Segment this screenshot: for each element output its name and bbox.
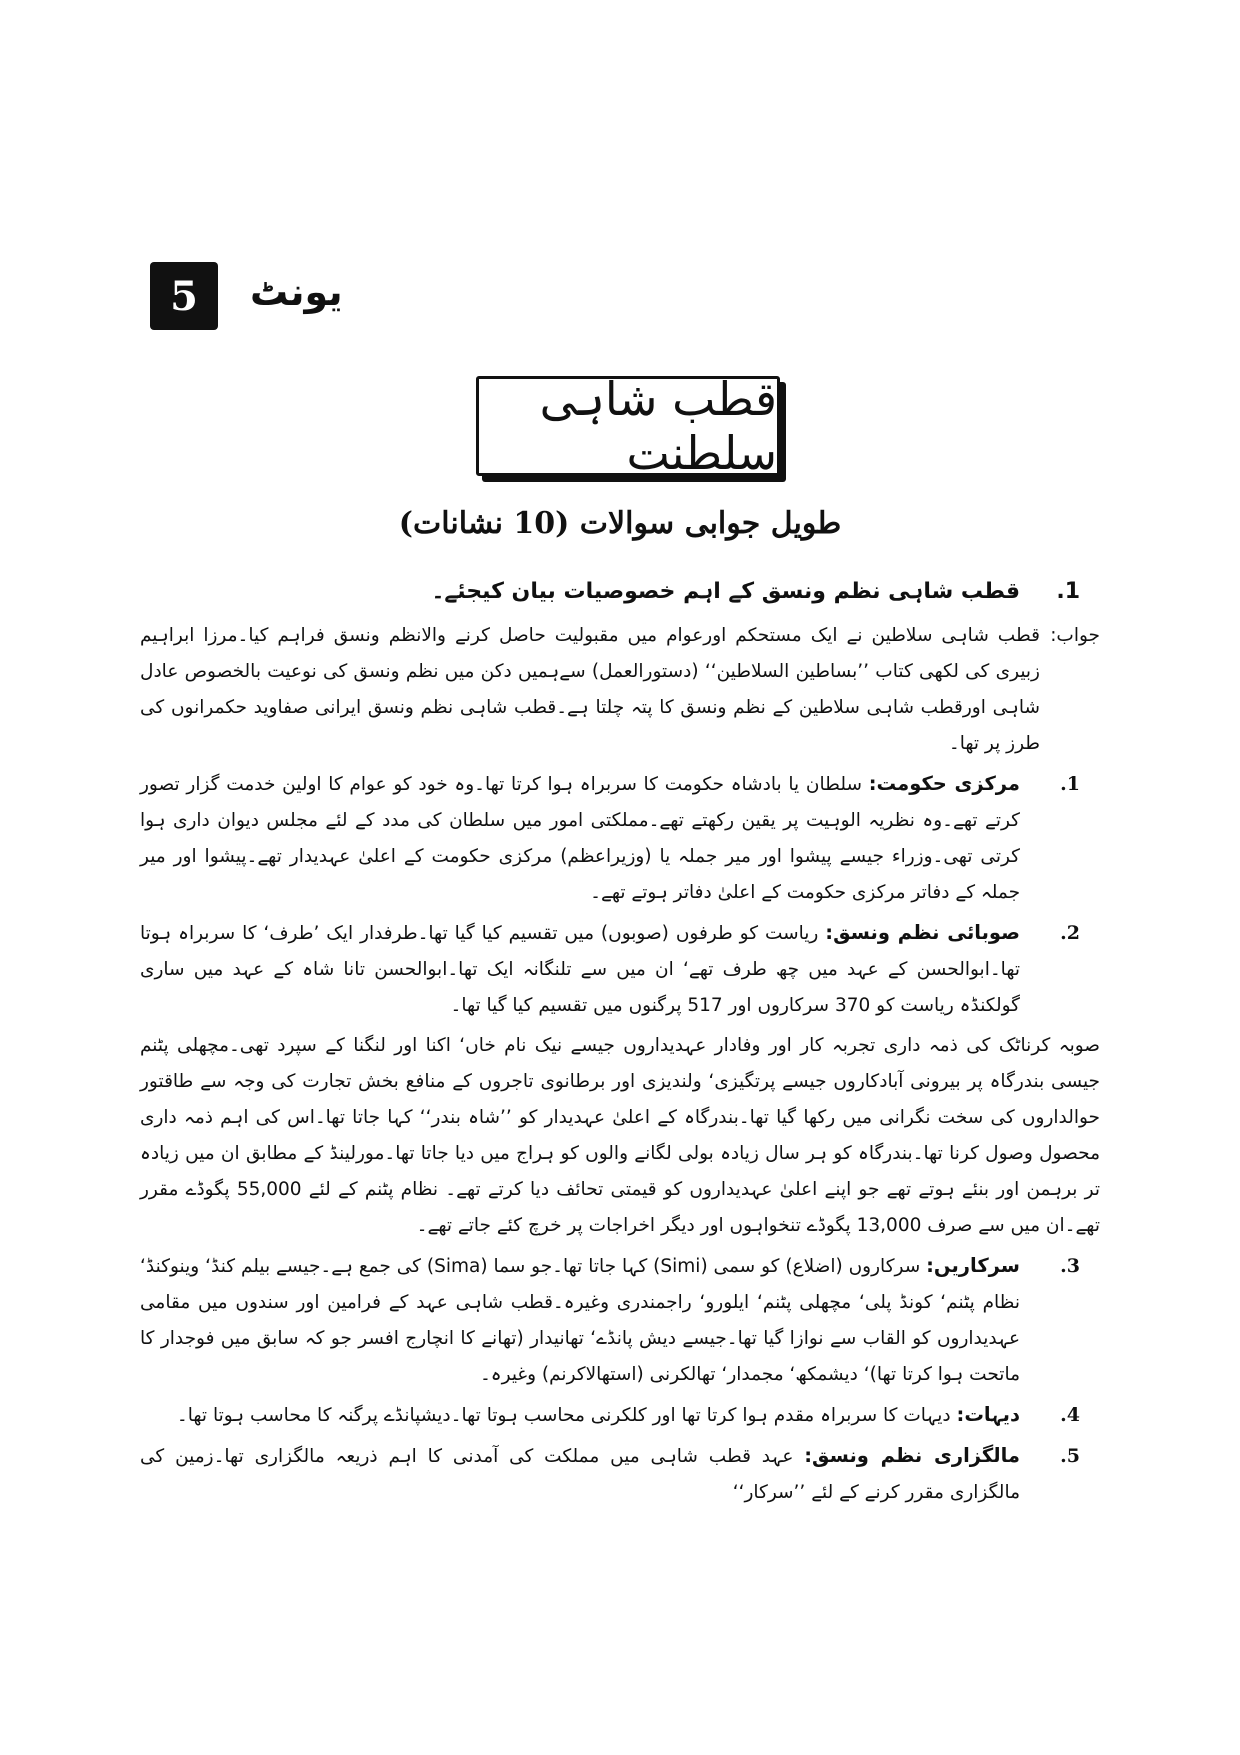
body-paragraph: صوبہ کرناٹک کی ذمہ داری تجربہ کار اور وفادار عہدیداروں جیسے نیک نام خاں‘ اکنا اور لنگنا کے سپرد تھی۔مچھلی پٹنم جیسی بندرگاہ پر بیرونی آبادکاروں جیسے پرتگیزی‘ ولندیزی اور برطانوی تاجروں کے منافع بخش تجارت کی وجہ سے طاقتور حوالداروں کی سخت نگرانی میں رکھا گیا تھا۔بندرگاہ کے اعلیٰ عہدیدار کو ’’شاہ بندر‘‘ کہا جاتا تھا۔اس کی اہم ذمہ داری محصول وصول کرنا تھا۔بندرگاہ کو ہر سال زیادہ بولی لگانے والوں کو ہراج میں دیا جاتا تھا۔مورلینڈ کے مطابق ان میں زیادہ تر برہمن اور بنئے ہوتے تھے جو اپنے اعلیٰ عہدیداروں کو قیمتی تحائف دیا کرتے تھے۔ نظام پٹنم کے لئے 55,000 پگوڈے مقرر تھے۔ان میں سے صرف 13,000 پگوڈے تنخواہوں اور دیگر اخراجات پر خرچ کئے جاتے تھے۔ — [140, 1035, 1101, 1236]
item-text: عہد قطب شاہی میں مملکت کی آمدنی کا اہم ذریعہ مالگزاری تھا۔زمین کی مالگزاری مقرر کرنے کے لئے ’’سرکار‘‘ — [140, 1446, 1020, 1503]
list-item — [140, 915, 1100, 1024]
item-heading: صوبائی نظم ونسق: — [825, 921, 1020, 944]
section-subtitle: طویل جوابی سوالات (10 نشانات) — [398, 506, 842, 541]
item-text: سرکاروں (اضلاع) کو سمی (Simi) کہا جاتا تھا۔جو سما (Sima) کی جمع ہے۔جیسے بیلم کنڈ‘ وینوکنڈ‘ نظام پٹنم‘ کونڈ پلی‘ مچھلی پٹنم‘ ایلورو‘ راجمندری وغیرہ۔قطب شاہی عہد کے فرامین اور سندوں میں مقامی عہدیداروں کو القاب سے نوازا گیا تھا۔جیسے دیش پانڈے‘ تھانیدار (تھانے کا انچارج افسر جو کہ سابق میں فوجدار کا ماتحت ہوا کرتا تھا)‘ دیشمکھ‘ مجمدار‘ تھالکرنی (استھالاکرنم) وغیرہ۔ — [140, 1256, 1020, 1385]
unit-header — [150, 262, 370, 342]
question-number: 1. — [1056, 579, 1080, 604]
answer-label: جواب: — [1050, 625, 1100, 646]
answer-text: قطب شاہی سلاطین نے ایک مستحکم اورعوام میں مقبولیت حاصل کرنے والانظم ونسق فراہم کیا۔مرزا ابراہیم زبیری کی لکھی کتاب ’’بساطین السلاطین‘‘ (دستورالعمل) سےہمیں دکن میں نظم ونسق کی نوعیت بالخصوص عادل شاہی اورقطب شاہی سلاطین کے نظم ونسق کا پتہ چلتا ہے۔قطب شاہی نظم ونسق ایرانی صفاوید حکمرانوں کی طرز پر تھا۔ — [140, 625, 1040, 754]
unit-label: یونٹ — [250, 270, 343, 314]
question — [140, 576, 1100, 608]
item-text: دیہات کا سربراہ مقدم ہوا کرتا تھا اور کلکرنی محاسب ہوتا تھا۔دیشپانڈے پرگنہ کا محاسب ہوتا تھا۔ — [176, 1405, 951, 1426]
item-heading: مالگزاری نظم ونسق: — [804, 1444, 1020, 1467]
answer — [140, 618, 1100, 762]
item-text: ریاست کو طرفوں (صوبوں) میں تقسیم کیا گیا تھا۔طرفدار ایک ’طرف‘ کا سربراہ ہوتا تھا۔ابوالحسن کے عہد میں چھ طرف تھے‘ ان میں سے تلنگانہ ایک تھا۔ابوالحسن تانا شاہ کے عہد میں ساری گولکنڈہ ریاست کو 370 سرکاروں اور 517 پرگنوں میں تقسیم کیا گیا تھا۔ — [140, 923, 1020, 1016]
page-content — [140, 576, 1100, 1515]
item-heading: دیہات: — [956, 1403, 1020, 1426]
list-item — [140, 766, 1100, 911]
question-text: قطب شاہی نظم ونسق کے اہم خصوصیات بیان کیجئے۔ — [431, 579, 1020, 604]
list-item — [140, 1248, 1100, 1393]
item-number: 3. — [1060, 1255, 1080, 1277]
item-heading: مرکزی حکومت: — [868, 772, 1021, 795]
list-item — [140, 1397, 1100, 1434]
item-number: 1. — [1060, 773, 1080, 795]
item-number: 5. — [1060, 1445, 1080, 1467]
list-item — [140, 1438, 1100, 1511]
item-number: 2. — [1060, 922, 1080, 944]
item-text: سلطان یا بادشاہ حکومت کا سربراہ ہوا کرتا تھا۔وہ خود کو عوام کا اولین خدمت گزار تصور کرتے تھے۔وہ نظریہ الوہیت پر یقین رکھتے تھے۔مملکتی امور میں سلطان کی مدد کے لئے مجلس دیوان داری ہوا کرتی تھی۔وزراء جیسے پیشوا اور میر جملہ یا (وزیراعظم) مرکزی حکومت کے اعلیٰ عہدیدار تھے۔پیشوا اور میر جملہ کے دفاتر مرکزی حکومت کے اعلیٰ دفاتر ہوتے تھے۔ — [140, 774, 1020, 903]
chapter-title: قطب شاہی سلطنت — [476, 376, 780, 476]
item-heading: سرکاریں: — [926, 1254, 1020, 1277]
unit-number-badge: 5 — [150, 262, 218, 330]
item-number: 4. — [1060, 1404, 1080, 1426]
